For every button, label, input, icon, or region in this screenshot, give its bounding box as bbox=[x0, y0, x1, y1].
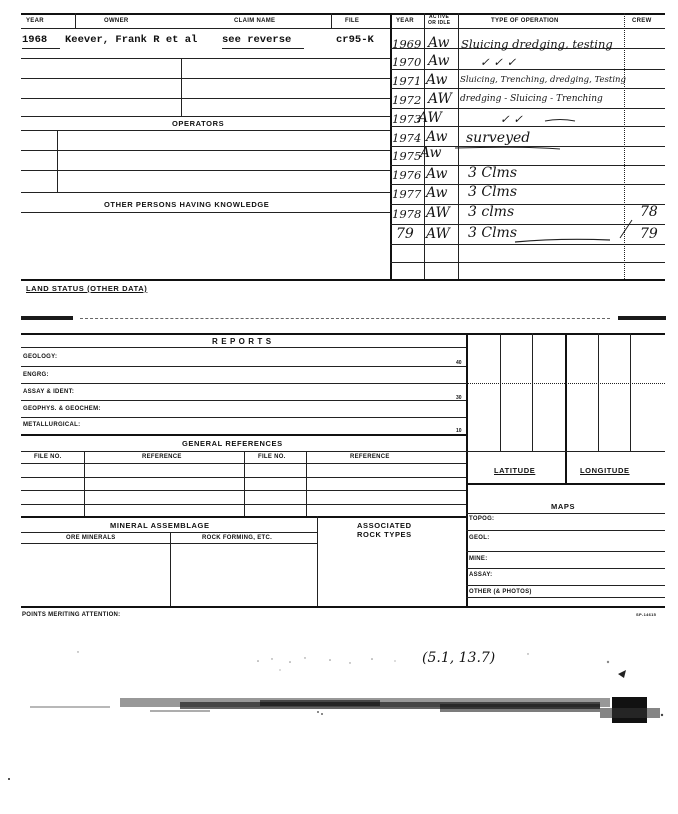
scan-noise bbox=[0, 640, 678, 810]
activity-operation: 3 Clms bbox=[468, 225, 518, 241]
activity-year: 1977 bbox=[392, 187, 422, 201]
rule bbox=[21, 434, 466, 436]
ref-col-reference-2: REFERENCE bbox=[350, 454, 390, 460]
ref-col-file-no: FILE NO. bbox=[34, 454, 62, 460]
activity-year: 1970 bbox=[392, 55, 422, 69]
header-or-idle: OR IDLE bbox=[428, 20, 451, 26]
general-references-title: GENERAL REFERENCES bbox=[182, 439, 283, 448]
activity-operation: Sluicing dredging, testing bbox=[461, 37, 613, 51]
map-topog: TOPOG: bbox=[469, 516, 495, 522]
report-num: 10 bbox=[456, 428, 462, 434]
activity-status: AW bbox=[426, 205, 450, 221]
rule bbox=[466, 551, 665, 552]
owner-year: 1968 bbox=[22, 34, 48, 46]
rule bbox=[21, 383, 466, 384]
divider bbox=[317, 516, 318, 606]
activity-crew: 79 bbox=[640, 226, 658, 242]
ref-col-file-no-2: FILE NO. bbox=[258, 454, 286, 460]
activity-year: 1976 bbox=[392, 168, 422, 182]
file-number: cr95-K bbox=[336, 34, 374, 46]
scan-smudge bbox=[618, 316, 666, 320]
header-year-2: YEAR bbox=[396, 18, 414, 24]
divider bbox=[500, 333, 501, 451]
report-label-assay: ASSAY & IDENT: bbox=[23, 389, 75, 395]
report-label-geophys: GEOPHYS. & GEOCHEM: bbox=[23, 406, 101, 412]
activity-year: 1969 bbox=[392, 37, 422, 51]
activity-status: AW bbox=[418, 110, 442, 126]
divider bbox=[84, 451, 85, 516]
activity-year: 1972 bbox=[392, 93, 422, 107]
divider bbox=[170, 532, 171, 606]
divider bbox=[244, 451, 245, 516]
header-crew: CREW bbox=[632, 18, 652, 24]
activity-status: Aw bbox=[426, 166, 448, 182]
map-geol: GEOL: bbox=[469, 535, 490, 541]
rock-types-label: ROCK TYPES bbox=[357, 530, 412, 539]
rule bbox=[80, 318, 610, 319]
divider bbox=[630, 333, 631, 451]
activity-status: Aw bbox=[420, 145, 442, 161]
rule bbox=[21, 606, 665, 608]
handwriting-strokes bbox=[0, 0, 678, 300]
header-year: YEAR bbox=[26, 18, 44, 24]
activity-crew: 78 bbox=[640, 204, 658, 220]
operators-label: OPERATORS bbox=[172, 119, 225, 128]
rule bbox=[466, 585, 665, 586]
rule bbox=[21, 516, 466, 518]
ref-col-reference: REFERENCE bbox=[142, 454, 182, 460]
activity-operation: 3 Clms bbox=[468, 184, 518, 200]
report-label-engrg: ENGRG: bbox=[23, 372, 49, 378]
claim-name: see reverse bbox=[222, 34, 292, 46]
rule bbox=[466, 383, 665, 384]
header-active: ACTIVE bbox=[429, 14, 450, 20]
rule bbox=[21, 543, 317, 544]
divider bbox=[598, 333, 599, 451]
rock-forming-label: ROCK FORMING, ETC. bbox=[202, 535, 273, 541]
activity-status: AW bbox=[428, 91, 452, 107]
divider bbox=[532, 333, 533, 451]
rule bbox=[466, 483, 665, 485]
longitude-label: LONGITUDE bbox=[580, 466, 630, 475]
activity-year: 79 bbox=[396, 226, 414, 242]
activity-year: 1974 bbox=[392, 131, 422, 145]
activity-year: 1971 bbox=[392, 74, 422, 88]
scan-smudge bbox=[21, 316, 73, 320]
report-num: 40 bbox=[456, 360, 462, 366]
activity-operation: surveyed bbox=[466, 130, 531, 146]
coordinates-note: (5.1, 13.7) bbox=[422, 650, 496, 666]
map-assay: ASSAY: bbox=[469, 572, 493, 578]
maps-title: MAPS bbox=[551, 502, 576, 511]
rule bbox=[466, 513, 665, 514]
rule bbox=[466, 451, 665, 452]
rule bbox=[466, 597, 665, 598]
activity-operation: dredging - Sluicing - Trenching bbox=[460, 94, 603, 104]
ore-minerals-label: ORE MINERALS bbox=[66, 535, 116, 541]
divider bbox=[466, 333, 468, 606]
owner-name: Keever, Frank R et al bbox=[65, 34, 198, 46]
map-other: OTHER (& PHOTOS) bbox=[469, 589, 532, 595]
divider bbox=[565, 333, 567, 483]
activity-year: 1973 bbox=[392, 112, 422, 126]
rule bbox=[21, 400, 466, 401]
rule bbox=[21, 417, 466, 418]
points-meriting-attention-label: POINTS MERITING ATTENTION: bbox=[22, 612, 121, 618]
activity-status: Aw bbox=[426, 129, 448, 145]
rule bbox=[21, 366, 466, 367]
activity-operation: ✓ ✓ ✓ bbox=[480, 55, 517, 69]
activity-operation: Sluicing, Trenching, dredging, Testing bbox=[460, 75, 626, 85]
header-type-of-operation: TYPE OF OPERATION bbox=[491, 18, 559, 24]
header-claim-name: CLAIM NAME bbox=[234, 18, 276, 24]
latitude-label: LATITUDE bbox=[494, 466, 536, 475]
header-file: FILE bbox=[345, 18, 360, 24]
form-number: SP-14615 bbox=[636, 612, 657, 617]
header-owner: OWNER bbox=[104, 18, 129, 24]
rule bbox=[21, 532, 317, 533]
divider bbox=[306, 451, 307, 516]
associated-label: ASSOCIATED bbox=[357, 521, 412, 530]
rule bbox=[21, 333, 665, 335]
report-num: 30 bbox=[456, 395, 462, 401]
activity-year: 1978 bbox=[392, 207, 422, 221]
rule bbox=[466, 568, 665, 569]
report-label-metallurgical: METALLURGICAL: bbox=[23, 422, 81, 428]
other-persons-label: OTHER PERSONS HAVING KNOWLEDGE bbox=[104, 200, 270, 209]
map-mine: MINE: bbox=[469, 556, 488, 562]
activity-operation: 3 Clms bbox=[468, 165, 518, 181]
activity-operation: 3 clms bbox=[468, 204, 515, 220]
activity-operation: ✓ ✓ bbox=[500, 112, 523, 126]
mineral-assemblage-title: MINERAL ASSEMBLAGE bbox=[110, 521, 210, 530]
activity-year: 1975 bbox=[392, 149, 422, 163]
reports-title: R E P O R T S bbox=[212, 337, 272, 346]
activity-status: Aw bbox=[428, 53, 450, 69]
rule bbox=[21, 347, 466, 348]
land-status-label: LAND STATUS (OTHER DATA) bbox=[26, 284, 148, 293]
activity-status: AW bbox=[426, 226, 450, 242]
activity-status: Aw bbox=[426, 185, 448, 201]
activity-status: Aw bbox=[426, 72, 448, 88]
activity-status: Aw bbox=[428, 35, 450, 51]
report-label-geology: GEOLOGY: bbox=[23, 354, 58, 360]
rule bbox=[466, 530, 665, 531]
